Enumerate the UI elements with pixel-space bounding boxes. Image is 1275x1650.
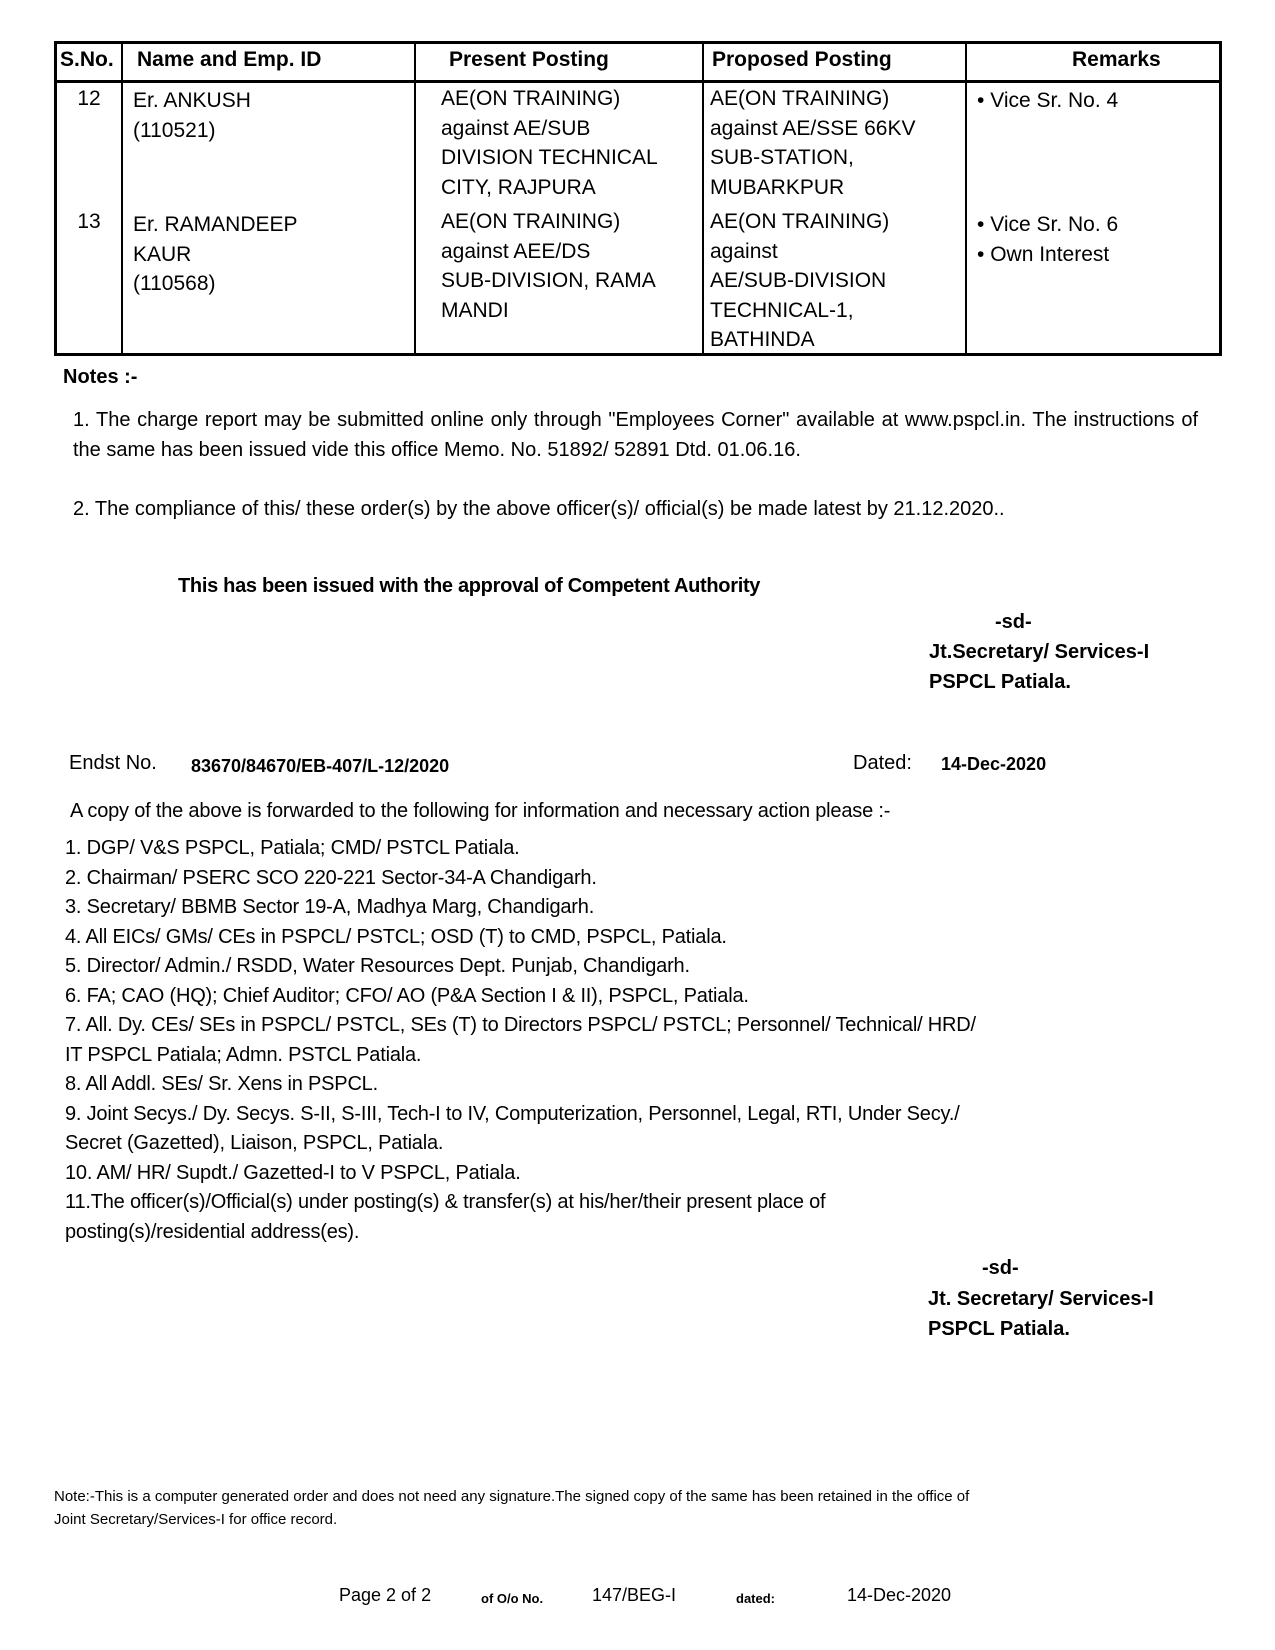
column-divider [121,44,123,353]
row-proposed-posting: AE(ON TRAINING) against AE/SSE 66KV SUB-STATION, MUBARKPUR [710,87,916,199]
row-proposed-posting: AE(ON TRAINING) against AE/SUB-DIVISION TECHNICAL-1, BATHINDA [710,210,890,351]
list-item: 5. Director/ Admin./ RSDD, Water Resources Dept. Punjab, Chandigarh. [65,955,690,977]
distribution-list [65,834,976,1247]
footer-date: 14-Dec-2020 [847,1585,952,1605]
list-item: 8. All Addl. SEs/ Sr. Xens in PSPCL. [65,1073,378,1095]
header-sno: S.No. [60,48,114,71]
row-sno: 12 [77,87,101,110]
endorsement-dated-label: Dated: [853,752,912,774]
signature-org: PSPCL Patiala. [929,671,1071,693]
footer-dated-label: dated: [736,1591,775,1606]
list-item: 9. Joint Secys./ Dy. Secys. S-II, S-III, Tech-I to IV, Computerization, Personnel, Legal, RTI, Under Secy./ [65,1102,960,1125]
signature-sd: -sd- [995,611,1032,633]
list-item: IT PSPCL Patiala; Admn. PSTCL Patiala. [65,1043,422,1066]
column-divider [414,44,416,353]
list-item: 7. All. Dy. CEs/ SEs in PSPCL/ PSTCL, SEs (T) to Directors PSPCL/ PSTCL; Personnel/ Technical/ HRD/ [65,1014,976,1036]
row-remarks: • Vice Sr. No. 4 [977,86,1118,116]
list-item: 2. Chairman/ PSERC SCO 220-221 Sector-34-A Chandigarh. [65,866,597,889]
order-number: 147/BEG-I [592,1585,677,1605]
postings-table [54,41,1222,356]
list-item: 10. AM/ HR/ Supdt./ Gazetted-I to V PSPCL, Patiala. [65,1161,521,1184]
signature-title: Jt.Secretary/ Services-I [929,641,1150,663]
header-remarks: Remarks [1072,48,1161,71]
list-item: 1. DGP/ V&S PSPCL, Patiala; CMD/ PSTCL Patiala. [65,837,520,859]
list-item: 4. All EICs/ GMs/ CEs in PSPCL/ PSTCL; OSD (T) to CMD, PSPCL, Patiala. [65,925,727,948]
row-name: Er. RAMANDEEP KAUR (110568) [133,213,298,295]
list-item: 3. Secretary/ BBMB Sector 19-A, Madhya Marg, Chandigarh. [65,896,595,918]
row-sno: 13 [77,210,101,233]
signature-title: Jt. Secretary/ Services-I [928,1288,1154,1310]
endorsement-date: 14-Dec-2020 [941,754,1047,774]
note-item-2: 2. The compliance of this/ these order(s) by the above officer(s)/ official(s) be made latest by 21.12.2020.. [73,498,1005,520]
header-proposed-posting: Proposed Posting [712,48,892,71]
list-item: 11.The officer(s)/Official(s) under posting(s) & transfer(s) at his/her/their present place of [65,1191,826,1213]
header-name: Name and Emp. ID [137,48,322,71]
list-item: 6. FA; CAO (HQ); Chief Auditor; CFO/ AO (P&A Section I & II), PSPCL, Patiala. [65,984,749,1007]
order-label: of O/o No. [481,1591,544,1606]
row-remarks: • Vice Sr. No. 6 • Own Interest [977,210,1118,269]
list-item: Secret (Gazetted), Liaison, PSPCL, Patiala. [65,1132,444,1154]
row-name: Er. ANKUSH (110521) [133,89,251,142]
row-present-posting: AE(ON TRAINING) against AEE/DS SUB-DIVISION, RAMA MANDI [441,210,656,322]
notes-heading: Notes :- [63,366,138,388]
endorsement-label: Endst No. [69,752,157,774]
footnote: Note:-This is a computer generated order and does not need any signature.The signed copy of the same has been retained in the office of Joint Secretary/Services-I for office record. [54,1488,970,1528]
endorsement-number: 83670/84670/EB-407/L-12/2020 [191,756,450,776]
signature-sd: -sd- [982,1257,1019,1279]
forward-statement: A copy of the above is forwarded to the following for information and necessary action please :- [70,800,891,822]
signature-org: PSPCL Patiala. [928,1318,1070,1340]
row-present-posting: AE(ON TRAINING) against AE/SUB DIVISION TECHNICAL CITY, RAJPURA [441,87,658,199]
header-present-posting: Present Posting [449,48,609,71]
list-item: posting(s)/residential address(es). [65,1220,360,1243]
approval-statement: This has been issued with the approval of Competent Authority [178,575,761,597]
page-number: Page 2 of 2 [339,1585,432,1605]
note-item-1: 1. The charge report may be submitted online only through "Employees Corner" available at www.pspcl.in. The instructions of the same has been issued vide this office Memo. No. 51892/ 52891 Dtd. 01.06.16. [73,409,1198,461]
column-divider [965,44,967,353]
column-divider [702,44,704,353]
